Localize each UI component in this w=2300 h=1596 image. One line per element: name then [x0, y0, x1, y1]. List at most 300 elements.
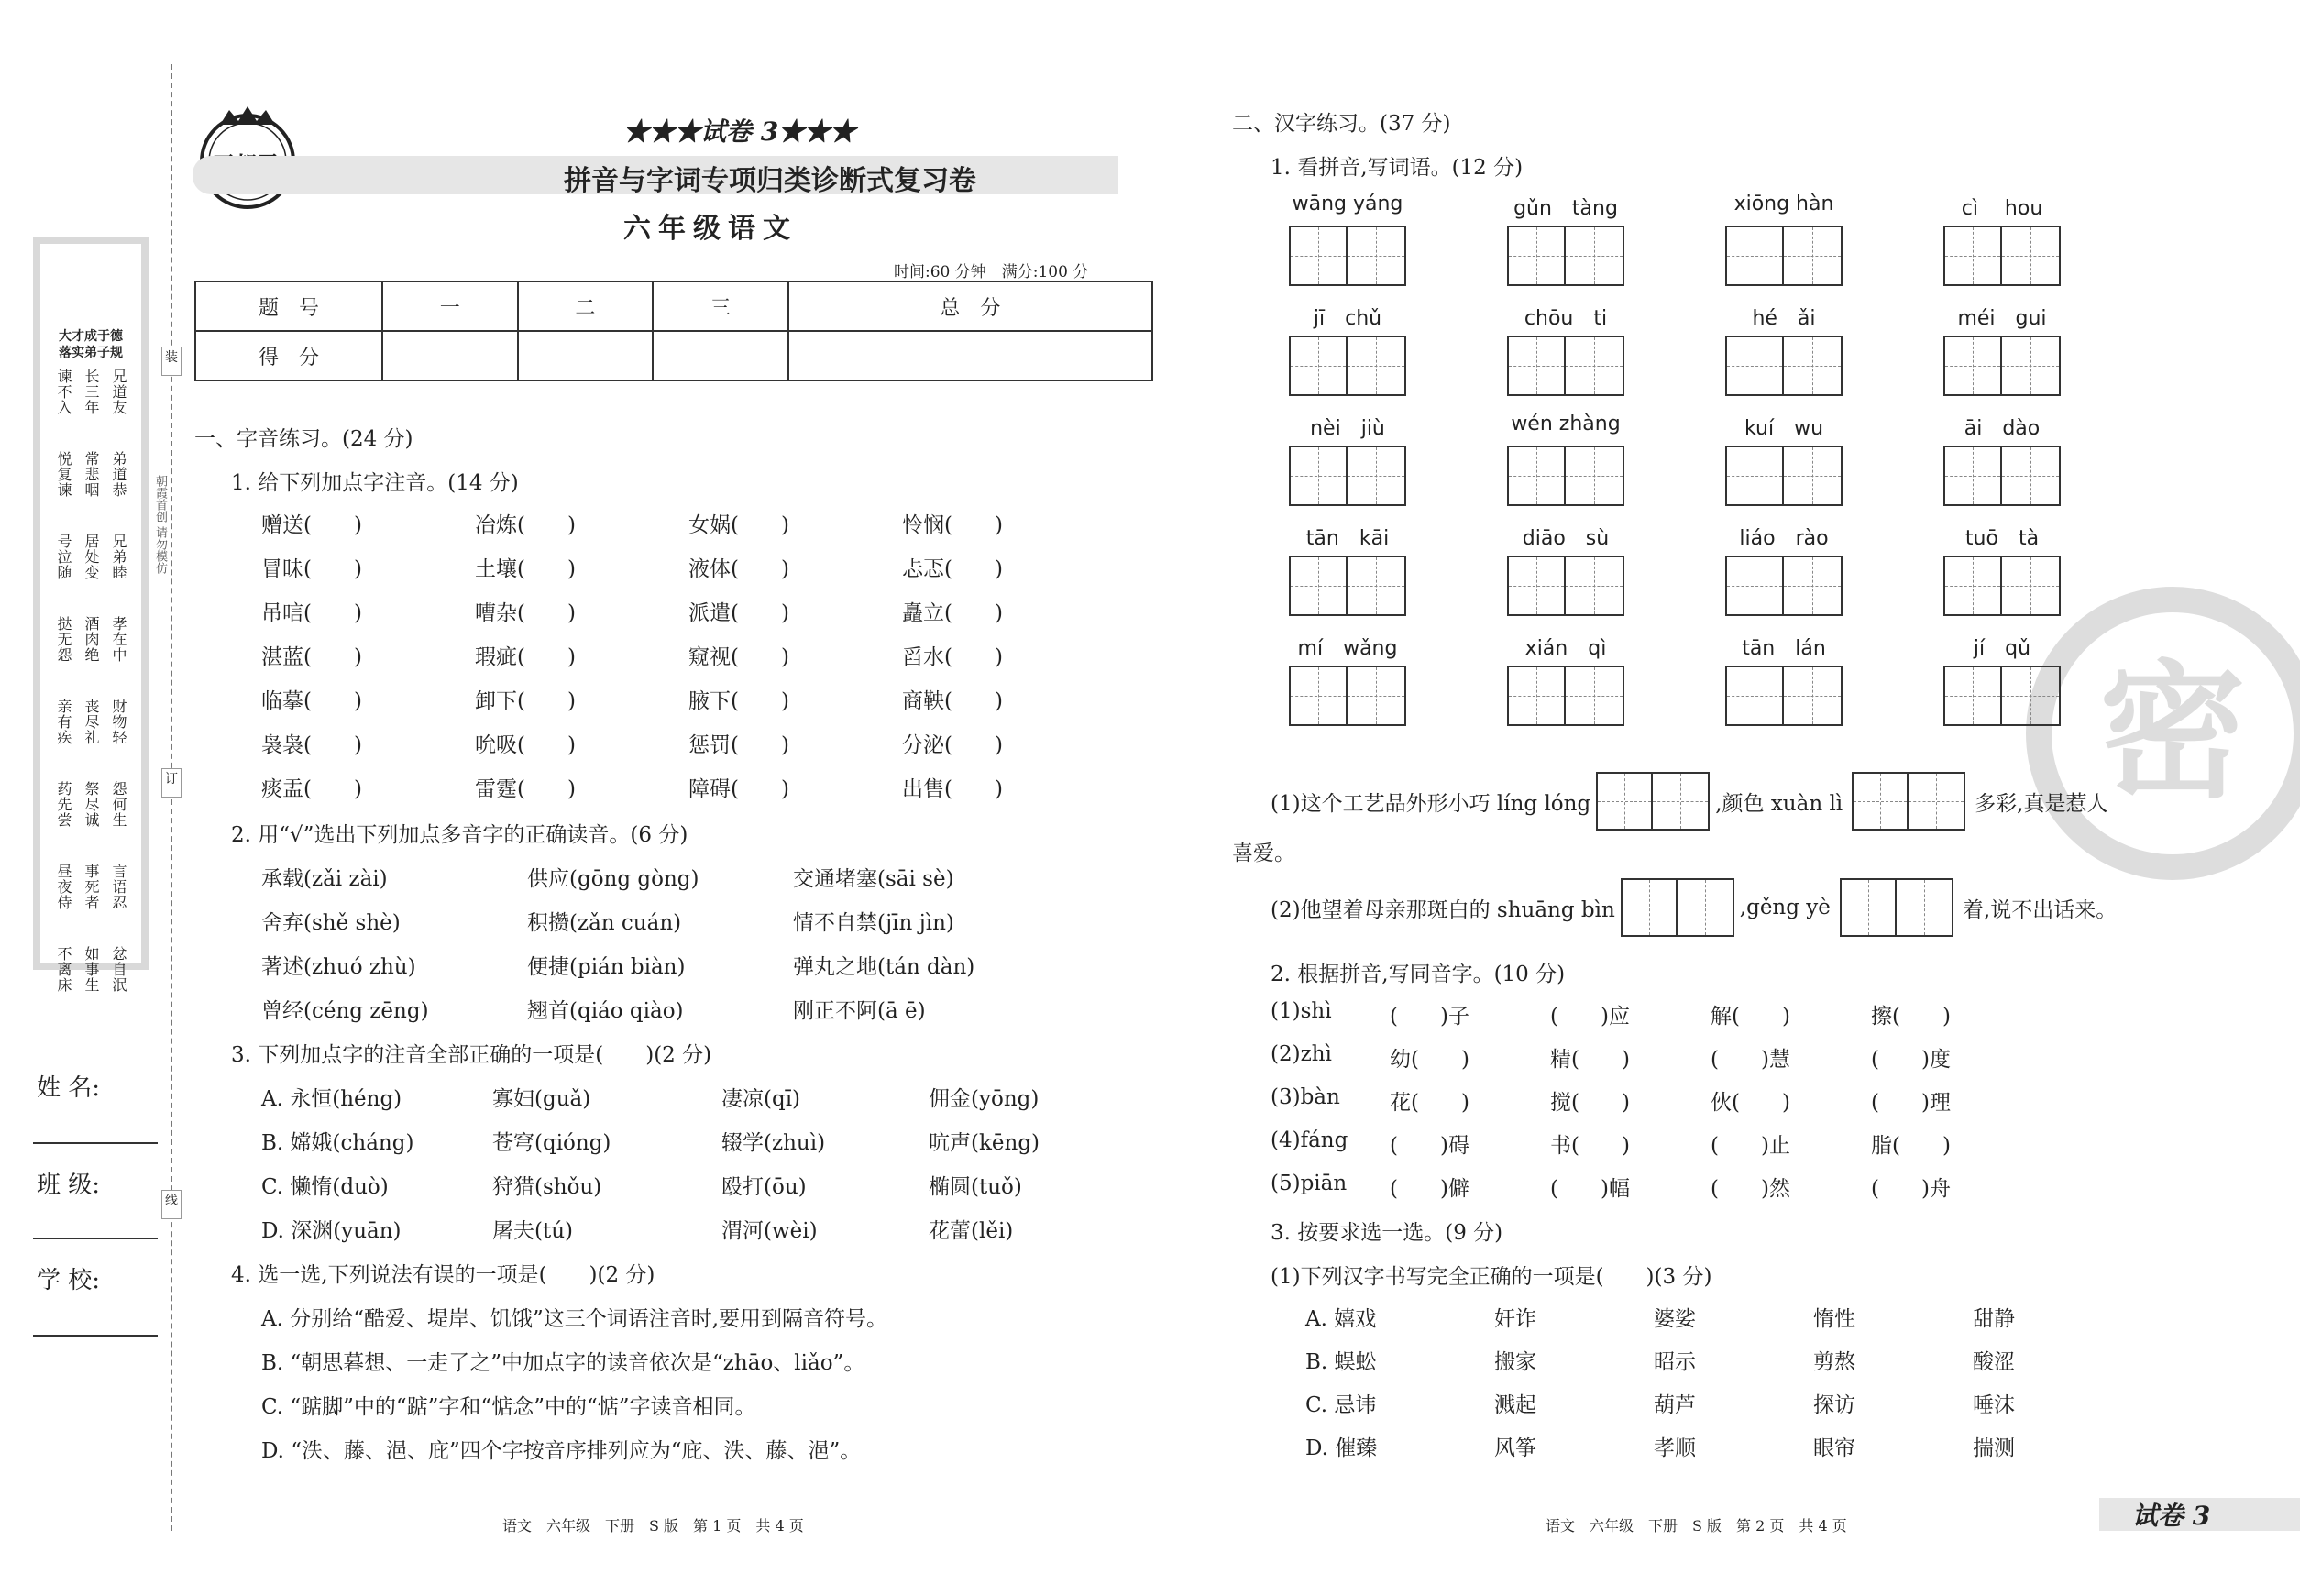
- pinyin-item: [1942, 633, 2062, 726]
- pinyin-item: [1288, 303, 1407, 396]
- s2q1-sentence2: [1271, 878, 2117, 937]
- write-grid[interactable]: [1289, 446, 1406, 506]
- answer-item[interactable]: ( )慧: [1711, 1048, 1790, 1072]
- pinyin-label: cì hou: [1961, 197, 2043, 220]
- answer-item[interactable]: 液体( ): [688, 557, 789, 581]
- grid-cell[interactable]: [1566, 667, 1623, 724]
- write-grid[interactable]: [1943, 226, 2061, 286]
- write-grid[interactable]: [1507, 336, 1624, 396]
- couplet-column: 酒肉绝: [83, 616, 100, 663]
- option-item[interactable]: 苍穹(qióng): [492, 1131, 611, 1155]
- answer-item[interactable]: ( )度: [1871, 1048, 1951, 1072]
- couplet-column: 居处变: [83, 534, 100, 580]
- write-grid[interactable]: [1621, 878, 1734, 937]
- grid-cell[interactable]: [1509, 227, 1566, 284]
- write-grid[interactable]: [1725, 336, 1843, 396]
- option-item[interactable]: 辍学(zhuì): [721, 1131, 826, 1155]
- write-grid[interactable]: [1507, 446, 1624, 506]
- s1-part1: (1)这个工艺品外形小巧 líng lóng: [1271, 791, 1591, 816]
- class-line[interactable]: [33, 1238, 158, 1239]
- answer-item[interactable]: 出售( ): [902, 777, 1003, 801]
- option-item[interactable]: 甜静: [1973, 1307, 2015, 1331]
- option-item[interactable]: B. 嫦娥(cháng): [261, 1131, 414, 1155]
- grid-cell[interactable]: [1348, 557, 1404, 614]
- sidebar-motto: [40, 328, 141, 361]
- pinyin-item: [1724, 633, 1843, 726]
- name-line[interactable]: [33, 1142, 158, 1144]
- grid-cell[interactable]: [1348, 447, 1404, 504]
- pinyin-item: [1288, 633, 1407, 726]
- couplet-column: 挞无怨: [55, 616, 72, 663]
- option-item[interactable]: 殴打(ōu): [721, 1175, 807, 1199]
- score-input[interactable]: [518, 331, 654, 380]
- couplet-column: 号泣随: [55, 534, 72, 580]
- pinyin-grid-row: [1288, 413, 2062, 506]
- s2q1-sentence1: [1271, 772, 2107, 831]
- q1-row: [261, 552, 1116, 596]
- answer-item[interactable]: 忐忑( ): [902, 557, 1003, 581]
- s2q3-row: [1305, 1431, 2132, 1474]
- q2-row: [261, 950, 1059, 994]
- option-item[interactable]: 狩猎(shǒu): [492, 1175, 602, 1199]
- write-grid[interactable]: [1507, 666, 1624, 726]
- answer-item[interactable]: 派遣( ): [688, 601, 789, 625]
- answer-item[interactable]: 幼( ): [1390, 1048, 1469, 1072]
- score-value-row: [195, 331, 1152, 380]
- option-item[interactable]: 屠夫(tú): [492, 1219, 574, 1243]
- score-cell: 总 分: [788, 281, 1152, 331]
- pinyin-label: chōu ti: [1524, 307, 1608, 330]
- answer-item[interactable]: ( )僻: [1390, 1177, 1469, 1201]
- couplet-column: 弟道恭: [110, 451, 127, 498]
- couplet-group: [53, 781, 128, 851]
- couplet-column: 忿自泯: [110, 946, 127, 993]
- pinyin-grid-rows: [1288, 193, 2062, 743]
- grid-cell[interactable]: [1566, 447, 1623, 504]
- option-item[interactable]: A. 分别给“酷爱、堤岸、饥饿”这三个词语注音时,要用到隔音符号。: [261, 1307, 888, 1331]
- score-cell: 一: [382, 281, 518, 331]
- grid-cell[interactable]: [1348, 667, 1404, 724]
- pinyin-label: liáo rào: [1739, 527, 1829, 550]
- answer-item[interactable]: 伙( ): [1711, 1091, 1790, 1115]
- binding-tab-low: 线: [161, 1190, 182, 1219]
- q4-row: [261, 1302, 1123, 1346]
- write-grid[interactable]: [1289, 336, 1406, 396]
- choice-item[interactable]: 舍弃(shě shè): [261, 911, 401, 935]
- score-cell: 题 号: [195, 281, 382, 331]
- option-item[interactable]: 酸涩: [1973, 1350, 2015, 1374]
- s2-part1: (2)他望着母亲那斑白的 shuāng bìn: [1271, 897, 1615, 922]
- pinyin-item: [1724, 413, 1843, 506]
- answer-item[interactable]: 冒昧( ): [261, 557, 362, 581]
- score-cell: 三: [653, 281, 788, 331]
- answer-item[interactable]: (5)piān: [1271, 1172, 1348, 1195]
- grid-cell[interactable]: [2002, 337, 2059, 394]
- secret-stamp: 密: [2026, 587, 2300, 880]
- option-item[interactable]: 剪熬: [1813, 1350, 1855, 1374]
- motto-line-1: 大才成于德: [59, 329, 123, 344]
- grid-cell[interactable]: [1291, 557, 1348, 614]
- grid-cell[interactable]: [1727, 667, 1784, 724]
- q1-row: [261, 508, 1116, 552]
- option-item[interactable]: D. 深渊(yuān): [261, 1219, 402, 1243]
- choice-item[interactable]: 积攒(zǎn cuán): [527, 911, 682, 935]
- grid-cell[interactable]: [1291, 447, 1348, 504]
- choice-item[interactable]: 翘首(qiáo qiào): [527, 999, 684, 1023]
- answer-item[interactable]: ( )止: [1711, 1134, 1790, 1158]
- write-grid[interactable]: [1507, 226, 1624, 286]
- choice-item[interactable]: 便捷(pián biàn): [527, 955, 686, 979]
- answer-item[interactable]: ( )然: [1711, 1177, 1790, 1201]
- answer-item[interactable]: 临摹( ): [261, 689, 362, 713]
- couplet-column: 如事生: [83, 946, 100, 993]
- option-item[interactable]: 溅起: [1494, 1393, 1536, 1417]
- write-grid[interactable]: [1725, 226, 1843, 286]
- answer-item[interactable]: 冶炼( ): [475, 513, 576, 537]
- grid-cell[interactable]: [1348, 227, 1404, 284]
- option-item[interactable]: 寡妇(guǎ): [492, 1087, 591, 1111]
- choice-item[interactable]: 交通堵塞(sāi sè): [793, 867, 954, 891]
- score-cell: 得 分: [195, 331, 382, 380]
- answer-item[interactable]: 卸下( ): [475, 689, 576, 713]
- q2-row: [261, 862, 1059, 906]
- grid-cell[interactable]: [1727, 557, 1784, 614]
- answer-item[interactable]: 怜悯( ): [902, 513, 1003, 537]
- pinyin-label: xiōng hàn: [1733, 193, 1834, 215]
- answer-item[interactable]: 书( ): [1550, 1134, 1630, 1158]
- grid-cell[interactable]: [1784, 337, 1841, 394]
- answer-item[interactable]: 女娲( ): [688, 513, 789, 537]
- grid-cell[interactable]: [1509, 337, 1566, 394]
- pinyin-label: jī chǔ: [1313, 307, 1382, 330]
- couplet-column: 昼夜侍: [55, 864, 72, 910]
- couplet-group: [53, 699, 128, 768]
- option-item[interactable]: A. 永恒(héng): [261, 1087, 402, 1111]
- s1-part4: 喜爱。: [1232, 842, 1295, 865]
- option-item[interactable]: B. 蜈蚣: [1305, 1350, 1377, 1374]
- q1-row: [261, 596, 1116, 640]
- answer-item[interactable]: 擦( ): [1871, 1005, 1951, 1029]
- grid-cell[interactable]: [1727, 447, 1784, 504]
- write-grid[interactable]: [1596, 772, 1710, 831]
- grid-cell[interactable]: [1784, 447, 1841, 504]
- choice-item[interactable]: 情不自禁(jīn jìn): [793, 911, 954, 935]
- pinyin-label: kuí wu: [1744, 417, 1824, 440]
- q2-title: 2. 用“√”选出下列加点多音字的正确读音。(6 分): [231, 823, 688, 847]
- s2q3-title: 3. 按要求选一选。(9 分): [1271, 1221, 1503, 1245]
- answer-item[interactable]: (3)bàn: [1271, 1085, 1340, 1109]
- score-input[interactable]: [382, 331, 518, 380]
- write-grid[interactable]: [1289, 556, 1406, 616]
- answer-item[interactable]: 商鞅( ): [902, 689, 1003, 713]
- q1-rows: [261, 508, 1116, 816]
- pinyin-label: āi dào: [1964, 417, 2041, 440]
- write-grid[interactable]: [1852, 772, 1965, 831]
- s2q2-row: [1271, 1042, 2031, 1085]
- footer-right: 语文 六年级 下册 S 版 第 2 页 共 4 页: [1546, 1517, 1847, 1535]
- couplet-column: 悦复谏: [55, 451, 72, 498]
- choice-item[interactable]: 曾经(céng zēng): [261, 999, 429, 1023]
- vertical-note: 朝霞首创 请勿模仿: [153, 475, 167, 575]
- q2-rows: [261, 862, 1059, 1038]
- pinyin-item: [1288, 523, 1407, 616]
- answer-item[interactable]: 窥视( ): [688, 645, 789, 669]
- couplet-column: 祭尽诚: [83, 781, 100, 828]
- choice-item[interactable]: 承载(zǎi zài): [261, 867, 388, 891]
- answer-item[interactable]: 瑕疵( ): [475, 645, 576, 669]
- answer-item[interactable]: 腋下( ): [688, 689, 789, 713]
- s2q2-row: [1271, 1085, 2031, 1128]
- score-input[interactable]: [653, 331, 788, 380]
- couplet-column: 兄弟睦: [110, 534, 127, 580]
- option-item[interactable]: 凄凉(qī): [721, 1087, 801, 1111]
- option-item[interactable]: D. “泆、藤、浥、庇”四个字按音序排列应为“庇、泆、藤、浥”。: [261, 1439, 862, 1463]
- write-grid[interactable]: [1943, 556, 2061, 616]
- q1-title: 1. 给下列加点字注音。(14 分): [231, 471, 519, 495]
- paper-number: ★★★试卷 3★★★: [623, 116, 856, 147]
- couplet-column: 怨何生: [110, 781, 127, 828]
- grid-cell[interactable]: [1945, 557, 2002, 614]
- write-grid[interactable]: [1725, 556, 1843, 616]
- answer-item[interactable]: 搅( ): [1550, 1091, 1630, 1115]
- s2q3-sub1: (1)下列汉字书写完全正确的一项是( )(3 分): [1271, 1265, 1712, 1289]
- answer-item[interactable]: 嘈杂( ): [475, 601, 576, 625]
- write-grid[interactable]: [1289, 226, 1406, 286]
- couplet-column: 丧尽礼: [83, 699, 100, 745]
- option-item[interactable]: C. “踮脚”中的“踮”字和“惦念”中的“惦”字读音相同。: [261, 1395, 756, 1419]
- pinyin-label: hé ǎi: [1752, 307, 1816, 330]
- grid-cell[interactable]: [1784, 557, 1841, 614]
- grid-cell[interactable]: [1291, 227, 1348, 284]
- pinyin-item: [1942, 413, 2062, 506]
- option-item[interactable]: C. 忌讳: [1305, 1393, 1377, 1417]
- q4-row: [261, 1434, 1123, 1478]
- grid-cell[interactable]: [1509, 667, 1566, 724]
- answer-item[interactable]: (4)fáng: [1271, 1128, 1348, 1152]
- write-grid[interactable]: [1943, 446, 2061, 506]
- answer-item[interactable]: ( )理: [1871, 1091, 1951, 1115]
- couplet-column: 兄道友: [110, 369, 127, 415]
- grid-cell[interactable]: [1566, 227, 1623, 284]
- name-label: 姓 名:: [37, 1074, 101, 1102]
- footer-tag: 试卷 3: [2132, 1501, 2211, 1531]
- answer-item[interactable]: 矗立( ): [902, 601, 1003, 625]
- option-item[interactable]: A. 嬉戏: [1305, 1307, 1377, 1331]
- pinyin-label: nèi jiù: [1310, 417, 1385, 440]
- q3-row: [261, 1214, 1130, 1258]
- grid-cell[interactable]: [1727, 227, 1784, 284]
- grid-cell[interactable]: [1945, 337, 2002, 394]
- q3-title: 3. 下列加点字的注音全部正确的一项是( )(2 分): [231, 1043, 712, 1067]
- couplet-column: 长三年: [83, 369, 100, 415]
- write-grid[interactable]: [1289, 666, 1406, 726]
- pinyin-grid-row: [1288, 523, 2062, 616]
- pinyin-item: [1724, 523, 1843, 616]
- pinyin-label: wén zhàng: [1511, 413, 1621, 435]
- option-item[interactable]: 佣金(yōng): [929, 1087, 1040, 1111]
- option-item[interactable]: 眼帘: [1813, 1436, 1855, 1460]
- grid-cell[interactable]: [1945, 447, 2002, 504]
- choice-item[interactable]: 弹丸之地(tán dàn): [793, 955, 975, 979]
- q1-row: [261, 684, 1116, 728]
- s2q1-title: 1. 看拼音,写词语。(12 分): [1271, 156, 1524, 180]
- pinyin-grid-row: [1288, 633, 2062, 726]
- write-grid[interactable]: [1840, 878, 1953, 937]
- pinyin-item: [1506, 193, 1625, 286]
- option-item[interactable]: 昭示: [1654, 1350, 1696, 1374]
- write-grid[interactable]: [1725, 446, 1843, 506]
- option-item[interactable]: 探访: [1813, 1393, 1855, 1417]
- option-item[interactable]: 孝顺: [1654, 1436, 1696, 1460]
- couplet-column: 谏不入: [55, 369, 72, 415]
- answer-item[interactable]: 脂( ): [1871, 1134, 1951, 1158]
- answer-item[interactable]: 舀水( ): [902, 645, 1003, 669]
- option-item[interactable]: 揣测: [1973, 1436, 2015, 1460]
- choice-item[interactable]: 刚正不阿(ā ē): [793, 999, 926, 1023]
- q4-row: [261, 1390, 1123, 1434]
- q3-row: [261, 1170, 1130, 1214]
- choice-item[interactable]: 著述(zhuó zhù): [261, 955, 416, 979]
- pinyin-item: [1942, 193, 2062, 286]
- s2q2-rows: [1271, 999, 2031, 1215]
- pinyin-item: [1506, 413, 1625, 506]
- section2-title: 二、汉字练习。(37 分): [1232, 112, 1451, 136]
- pinyin-label: gǔn tàng: [1513, 197, 1618, 220]
- answer-item[interactable]: 土壤( ): [475, 557, 576, 581]
- answer-item[interactable]: (2)zhì: [1271, 1042, 1332, 1066]
- write-grid[interactable]: [1507, 556, 1624, 616]
- s1-part3: 多彩,真是惹人: [1975, 791, 2108, 816]
- grid-cell[interactable]: [1509, 447, 1566, 504]
- option-item[interactable]: 婆娑: [1654, 1307, 1696, 1331]
- answer-item[interactable]: ( )幅: [1550, 1177, 1630, 1201]
- answer-item[interactable]: 袅袅( ): [261, 733, 362, 757]
- answer-item[interactable]: 障碍( ): [688, 777, 789, 801]
- option-item[interactable]: 花蕾(lěi): [929, 1219, 1014, 1243]
- answer-item[interactable]: 痰盂( ): [261, 777, 362, 801]
- grid-cell[interactable]: [2002, 667, 2059, 724]
- grid-cell[interactable]: [1291, 667, 1348, 724]
- q1-row: [261, 728, 1116, 772]
- couplet-column: 不离床: [55, 946, 72, 993]
- q2-row: [261, 994, 1059, 1038]
- score-cell: 二: [518, 281, 654, 331]
- write-grid[interactable]: [1943, 666, 2061, 726]
- option-item[interactable]: 奸诈: [1494, 1307, 1536, 1331]
- option-item[interactable]: C. 懒惰(duò): [261, 1175, 389, 1199]
- option-item[interactable]: 唾沫: [1973, 1393, 2015, 1417]
- grid-cell[interactable]: [1784, 227, 1841, 284]
- s2q3-row: [1305, 1302, 2132, 1345]
- option-item[interactable]: 风筝: [1494, 1436, 1536, 1460]
- couplet-column: 亲有疾: [55, 699, 72, 745]
- pinyin-item: [1942, 303, 2062, 396]
- binding-line: [171, 64, 172, 1531]
- s2q3-row: [1305, 1345, 2132, 1388]
- option-item[interactable]: B. “朝思暮想、一走了之”中加点字的读音依次是“zhāo、liǎo”。: [261, 1351, 865, 1375]
- answer-item[interactable]: 雷霆( ): [475, 777, 576, 801]
- answer-item[interactable]: 吊唁( ): [261, 601, 362, 625]
- score-header-row: [195, 281, 1152, 331]
- answer-item[interactable]: 赠送( ): [261, 513, 362, 537]
- q1-row: [261, 640, 1116, 684]
- pinyin-label: tān kāi: [1305, 527, 1390, 550]
- answer-item[interactable]: 精( ): [1550, 1048, 1630, 1072]
- grid-cell[interactable]: [1348, 337, 1404, 394]
- answer-item[interactable]: 吮吸( ): [475, 733, 576, 757]
- grid-cell[interactable]: [1509, 557, 1566, 614]
- grid-cell[interactable]: [1566, 557, 1623, 614]
- grid-cell[interactable]: [2002, 447, 2059, 504]
- option-item[interactable]: 葫芦: [1654, 1393, 1696, 1417]
- grid-cell[interactable]: [1945, 227, 2002, 284]
- q4-row: [261, 1346, 1123, 1390]
- option-item[interactable]: 吭声(kēng): [929, 1131, 1040, 1155]
- option-item[interactable]: 搬家: [1494, 1350, 1536, 1374]
- write-grid[interactable]: [1943, 336, 2061, 396]
- couplet-group: [53, 534, 128, 603]
- grid-cell[interactable]: [1566, 337, 1623, 394]
- write-grid[interactable]: [1725, 666, 1843, 726]
- q3-rows: [261, 1082, 1130, 1258]
- answer-item[interactable]: 分泌( ): [902, 733, 1003, 757]
- q4-rows: [261, 1302, 1123, 1478]
- grid-cell[interactable]: [1727, 337, 1784, 394]
- grid-cell[interactable]: [2002, 557, 2059, 614]
- couplet-group: [53, 864, 128, 933]
- grid-cell[interactable]: [2002, 227, 2059, 284]
- s2q3-rows: [1305, 1302, 2132, 1474]
- couplet-group: [53, 369, 128, 438]
- answer-item[interactable]: ( )碍: [1390, 1134, 1469, 1158]
- couplet-group: [53, 946, 128, 1016]
- couplet-column: 孝在中: [110, 616, 127, 663]
- grade-title: 六年级语文: [623, 213, 798, 245]
- grid-cell[interactable]: [1945, 667, 2002, 724]
- pinyin-label: méi gui: [1957, 307, 2047, 330]
- answer-item[interactable]: ( )子: [1390, 1005, 1469, 1029]
- answer-item[interactable]: 解( ): [1711, 1005, 1790, 1029]
- answer-item[interactable]: (1)shì: [1271, 999, 1332, 1023]
- pinyin-item: [1288, 193, 1407, 286]
- option-item[interactable]: 椭圆(tuǒ): [929, 1175, 1022, 1199]
- option-item[interactable]: 渭河(wèi): [721, 1219, 818, 1243]
- q3-row: [261, 1126, 1130, 1170]
- score-table: [194, 281, 1153, 381]
- answer-item[interactable]: 惩罚( ): [688, 733, 789, 757]
- choice-item[interactable]: 供应(gōng gòng): [527, 867, 699, 891]
- couplet-column: 常悲咽: [83, 451, 100, 498]
- s2-part3: 着,说不出话来。: [1962, 897, 2118, 922]
- option-item[interactable]: 惰性: [1813, 1307, 1855, 1331]
- grid-cell[interactable]: [1291, 337, 1348, 394]
- q2-row: [261, 906, 1059, 950]
- school-line[interactable]: [33, 1335, 158, 1337]
- footer-left: 语文 六年级 下册 S 版 第 1 页 共 4 页: [502, 1517, 804, 1535]
- section1-title: 一、字音练习。(24 分): [194, 427, 413, 451]
- answer-item[interactable]: 花( ): [1390, 1091, 1469, 1115]
- option-item[interactable]: D. 催臻: [1305, 1436, 1378, 1460]
- score-input[interactable]: [788, 331, 1152, 380]
- answer-item[interactable]: ( )应: [1550, 1005, 1630, 1029]
- answer-item[interactable]: ( )舟: [1871, 1177, 1951, 1201]
- pinyin-item: [1506, 303, 1625, 396]
- grid-cell[interactable]: [1784, 667, 1841, 724]
- q3-row: [261, 1082, 1130, 1126]
- school-label: 学 校:: [37, 1267, 101, 1294]
- pinyin-item: [1724, 193, 1843, 286]
- answer-item[interactable]: 湛蓝( ): [261, 645, 362, 669]
